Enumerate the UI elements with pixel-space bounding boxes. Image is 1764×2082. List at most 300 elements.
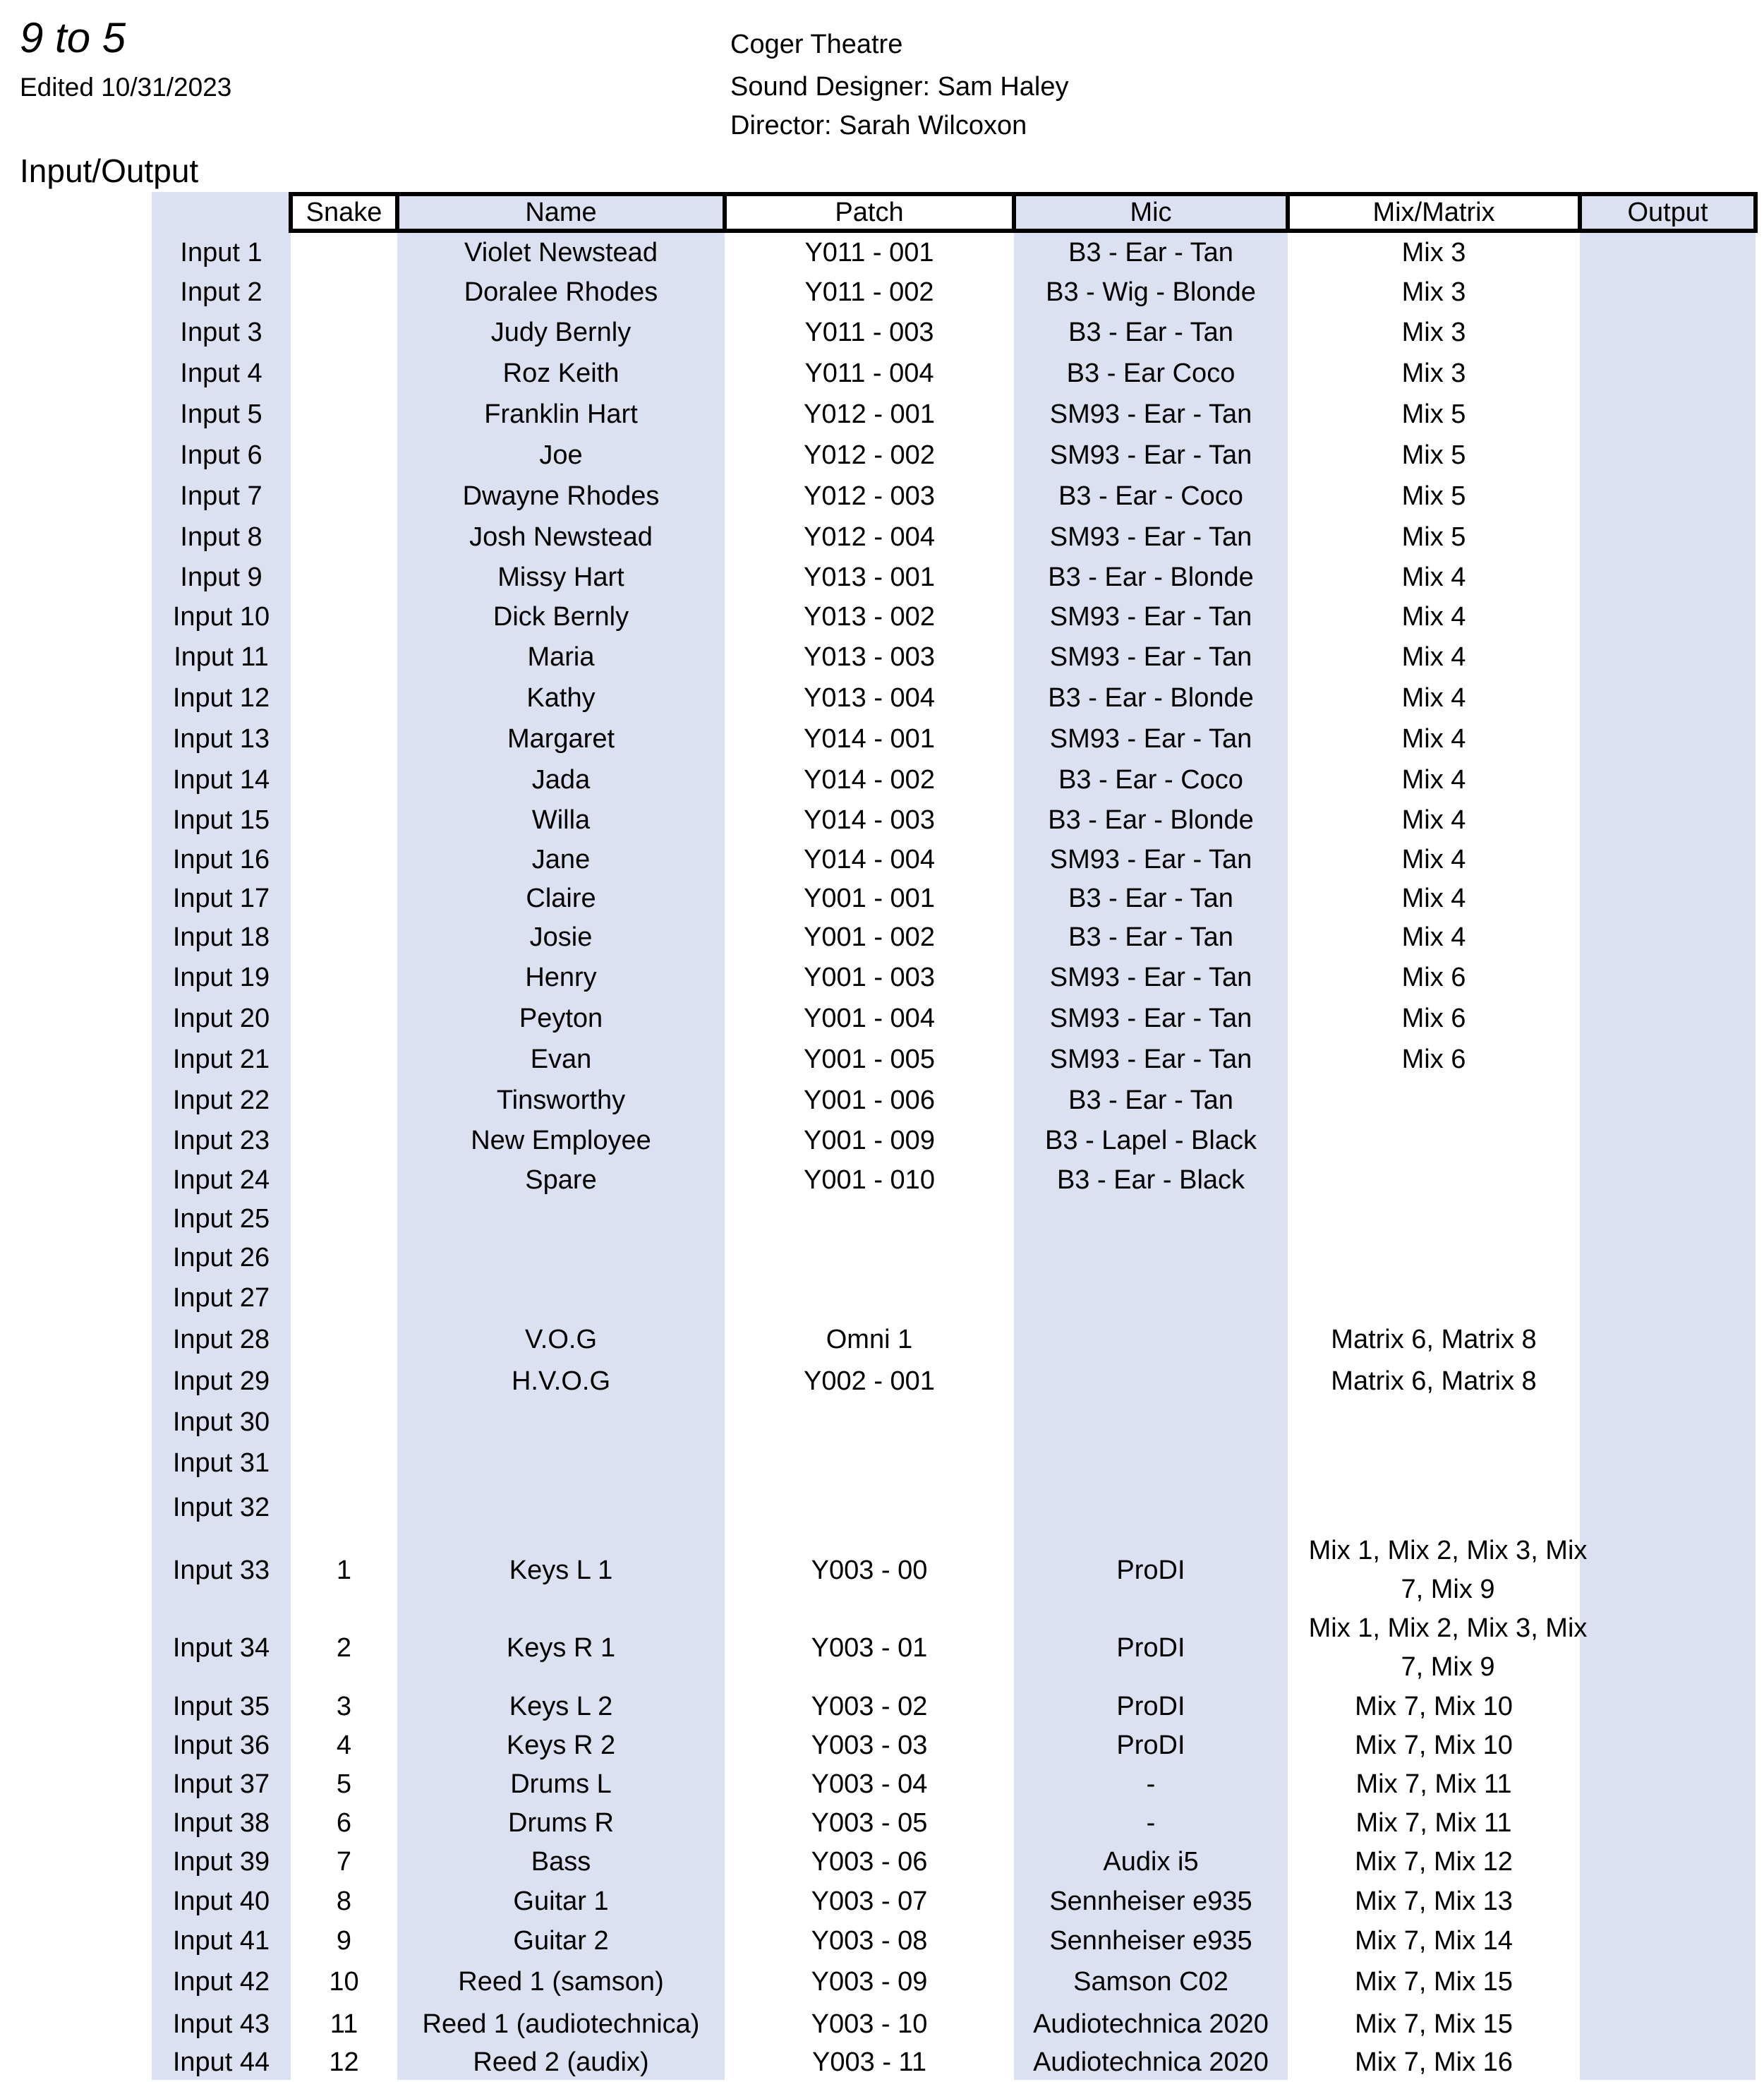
mix-matrix-cell: Mix 4 [1401, 883, 1466, 913]
output-cell [1580, 759, 1756, 800]
name-cell: Keys L 2 [509, 1691, 613, 1721]
input-label: Input 12 [172, 682, 270, 713]
table-row [0, 637, 1764, 678]
header-mic: Mic [1130, 197, 1172, 227]
mic-cell: B3 - Ear - Blonde [1048, 682, 1254, 713]
table-row [0, 435, 1764, 476]
name-cell: Kathy [526, 682, 596, 713]
input-label: Input 13 [172, 723, 270, 754]
snake-cell [291, 233, 397, 272]
mix-matrix-cell: Mix 1, Mix 2, Mix 3, Mix 7, Mix 9 [1308, 1613, 1588, 1682]
mic-cell: B3 - Ear - Tan [1068, 317, 1233, 347]
name-cell: Drums L [510, 1769, 612, 1799]
input-label: Input 2 [180, 277, 262, 307]
input-label: Input 24 [172, 1165, 270, 1195]
patch-cell [725, 1200, 1014, 1238]
snake-cell [291, 558, 397, 597]
output-cell [1580, 917, 1756, 957]
name-cell: Guitar 2 [513, 1925, 609, 1956]
patch-cell [725, 1484, 1014, 1532]
input-label: Input 15 [172, 805, 270, 835]
mix-matrix-cell [1288, 1402, 1580, 1443]
mix-matrix-cell: Mix 3 [1401, 237, 1466, 267]
table-row [0, 957, 1764, 998]
mix-matrix-cell: Mix 7, Mix 16 [1355, 2047, 1513, 2077]
snake-cell [291, 353, 397, 394]
name-cell [397, 1200, 725, 1238]
snake-cell [291, 476, 397, 517]
patch-cell: Y003 - 02 [811, 1691, 928, 1721]
show-title: 9 to 5 [20, 14, 126, 61]
input-label: Input 5 [180, 399, 262, 429]
output-cell [1580, 435, 1756, 476]
output-cell [1580, 637, 1756, 678]
patch-cell: Y001 - 009 [804, 1125, 935, 1155]
mic-cell [1014, 1318, 1288, 1361]
mix-matrix-cell: Mix 5 [1401, 399, 1466, 429]
snake-cell [291, 1080, 397, 1121]
mix-matrix-cell: Mix 6 [1401, 962, 1466, 992]
output-cell [1580, 1609, 1756, 1687]
snake-cell [291, 312, 397, 353]
output-cell [1580, 1532, 1756, 1609]
mic-cell [1014, 1484, 1288, 1532]
mix-matrix-cell: Mix 1, Mix 2, Mix 3, Mix 7, Mix 9 [1308, 1536, 1588, 1604]
patch-cell: Y001 - 003 [804, 962, 935, 992]
input-label: Input 1 [180, 237, 262, 267]
mic-cell: B3 - Ear - Tan [1068, 883, 1233, 913]
input-label: Input 20 [172, 1003, 270, 1033]
input-label: Input 8 [180, 522, 262, 552]
snake-cell [291, 1443, 397, 1484]
snake-cell [291, 1121, 397, 1160]
name-cell: Guitar 1 [513, 1886, 609, 1916]
input-label: Input 14 [172, 764, 270, 795]
input-label: Input 7 [180, 481, 262, 511]
input-label: Input 42 [172, 1966, 270, 1997]
mix-matrix-cell [1288, 1160, 1580, 1200]
header-patch: Patch [835, 197, 904, 227]
patch-cell: Y012 - 001 [804, 399, 935, 429]
table-row [0, 800, 1764, 840]
table-row [0, 476, 1764, 517]
name-cell: Claire [526, 883, 596, 913]
patch-cell [725, 1443, 1014, 1484]
mic-cell: ProDI [1116, 1691, 1185, 1721]
table-row [0, 597, 1764, 637]
name-cell: Jane [531, 844, 591, 874]
output-cell [1580, 718, 1756, 759]
snake-cell [291, 1402, 397, 1443]
mix-matrix-cell: Matrix 6, Matrix 8 [1331, 1366, 1537, 1396]
output-cell [1580, 1318, 1756, 1361]
table-row [0, 840, 1764, 879]
snake-cell: 9 [336, 1925, 352, 1956]
name-cell: Reed 1 (samson) [458, 1966, 664, 1997]
name-cell: Drums R [508, 1807, 614, 1838]
director: Director: Sarah Wilcoxon [730, 111, 1027, 140]
patch-cell: Y014 - 004 [804, 844, 935, 874]
mic-cell: Sennheiser e935 [1049, 1886, 1252, 1916]
mix-matrix-cell: Mix 4 [1401, 805, 1466, 835]
mic-cell: SM93 - Ear - Tan [1049, 522, 1252, 552]
mic-cell: B3 - Ear - Coco [1058, 481, 1243, 511]
output-cell [1580, 1402, 1756, 1443]
input-label: Input 19 [172, 962, 270, 992]
output-cell [1580, 1804, 1756, 1842]
mix-matrix-cell: Mix 4 [1401, 682, 1466, 713]
mic-cell [1014, 1238, 1288, 1277]
output-cell [1580, 1764, 1756, 1804]
output-cell [1580, 1726, 1756, 1764]
mic-cell: B3 - Wig - Blonde [1046, 277, 1256, 307]
output-cell [1580, 840, 1756, 879]
input-label: Input 17 [172, 883, 270, 913]
mic-cell: B3 - Ear - Black [1056, 1165, 1245, 1195]
snake-cell: 1 [336, 1555, 352, 1585]
patch-cell: Y013 - 001 [804, 562, 935, 592]
mic-cell: B3 - Ear - Tan [1068, 922, 1233, 952]
mic-cell: SM93 - Ear - Tan [1049, 399, 1252, 429]
output-cell [1580, 1039, 1756, 1080]
mic-cell: SM93 - Ear - Tan [1049, 440, 1252, 470]
input-label: Input 43 [172, 2009, 270, 2039]
name-cell: Spare [525, 1165, 597, 1195]
venue: Coger Theatre [730, 30, 903, 59]
mix-matrix-cell: Mix 4 [1401, 844, 1466, 874]
mix-matrix-cell: Mix 7, Mix 14 [1355, 1925, 1513, 1956]
table-row [0, 1961, 1764, 2003]
mix-matrix-cell: Mix 4 [1401, 642, 1466, 672]
snake-cell [291, 759, 397, 800]
name-cell: Bass [531, 1846, 591, 1877]
patch-cell: Y011 - 001 [804, 237, 934, 267]
patch-cell: Y003 - 00 [811, 1555, 928, 1585]
output-cell [1580, 879, 1756, 917]
input-label: Input 44 [172, 2047, 270, 2077]
patch-cell: Y002 - 001 [804, 1366, 935, 1396]
patch-cell: Y001 - 001 [804, 883, 935, 913]
table-row [0, 718, 1764, 759]
patch-cell: Y013 - 004 [804, 682, 935, 713]
output-cell [1580, 678, 1756, 718]
name-cell: Jada [531, 764, 591, 795]
patch-cell: Y012 - 004 [804, 522, 935, 552]
mic-cell: Audix i5 [1103, 1846, 1199, 1877]
table-row [0, 1277, 1764, 1318]
mic-cell: - [1146, 1769, 1156, 1799]
name-cell: Evan [530, 1044, 592, 1074]
mix-matrix-cell: Mix 7, Mix 15 [1355, 1966, 1513, 1997]
snake-cell: 2 [336, 1632, 352, 1663]
name-cell [397, 1277, 725, 1318]
output-cell [1580, 1484, 1756, 1532]
output-cell [1580, 1882, 1756, 1921]
table-row [0, 353, 1764, 394]
input-label: Input 33 [172, 1555, 270, 1585]
patch-cell: Y001 - 002 [804, 922, 935, 952]
mic-cell: SM93 - Ear - Tan [1049, 601, 1252, 632]
mix-matrix-cell: Mix 4 [1401, 764, 1466, 795]
name-cell [397, 1402, 725, 1443]
patch-cell: Y003 - 05 [811, 1807, 928, 1838]
mix-matrix-cell: Mix 5 [1401, 481, 1466, 511]
mix-matrix-cell: Mix 5 [1401, 440, 1466, 470]
mic-cell: Samson C02 [1073, 1966, 1228, 1997]
table-row [0, 1318, 1764, 1361]
table-row [0, 1443, 1764, 1484]
name-cell: Keys R 2 [506, 1730, 616, 1760]
patch-cell: Y013 - 003 [804, 642, 935, 672]
input-label: Input 3 [180, 317, 262, 347]
snake-cell [291, 1318, 397, 1361]
input-label: Input 10 [172, 601, 270, 632]
output-cell [1580, 476, 1756, 517]
header-name: Name [525, 197, 597, 227]
name-cell [397, 1238, 725, 1277]
name-cell: Judy Bernly [490, 317, 632, 347]
snake-cell: 7 [336, 1846, 352, 1877]
table-row [0, 1121, 1764, 1160]
input-label: Input 6 [180, 440, 262, 470]
table-row [0, 1921, 1764, 1961]
patch-cell: Y003 - 07 [811, 1886, 928, 1916]
table-row [0, 2045, 1764, 2080]
output-cell [1580, 1277, 1756, 1318]
input-label: Input 26 [172, 1242, 270, 1272]
mix-matrix-cell: Mix 3 [1401, 277, 1466, 307]
mix-matrix-cell [1288, 1121, 1580, 1160]
input-label: Input 21 [172, 1044, 270, 1074]
patch-cell: Y014 - 003 [804, 805, 935, 835]
mic-cell: B3 - Ear - Blonde [1048, 805, 1254, 835]
mic-cell: ProDI [1116, 1555, 1185, 1585]
snake-cell [291, 394, 397, 435]
table-row [0, 2003, 1764, 2045]
snake-cell: 3 [336, 1691, 352, 1721]
snake-cell [291, 637, 397, 678]
mic-cell: SM93 - Ear - Tan [1049, 1044, 1252, 1074]
input-label: Input 9 [180, 562, 262, 592]
patch-cell: Y001 - 006 [804, 1085, 935, 1115]
snake-cell [291, 1277, 397, 1318]
snake-cell [291, 1039, 397, 1080]
name-cell [397, 1484, 725, 1532]
edited-date: Edited 10/31/2023 [20, 73, 232, 102]
table-row [0, 1238, 1764, 1277]
mix-matrix-cell [1288, 1443, 1580, 1484]
output-cell [1580, 957, 1756, 998]
input-label: Input 4 [180, 358, 262, 388]
snake-cell [291, 597, 397, 637]
name-cell: New Employee [471, 1125, 651, 1155]
patch-cell: Y001 - 005 [804, 1044, 935, 1074]
snake-cell: 8 [336, 1886, 352, 1916]
name-cell: Missy Hart [497, 562, 624, 592]
snake-cell [291, 840, 397, 879]
table-row [0, 394, 1764, 435]
output-cell [1580, 1121, 1756, 1160]
snake-cell: 5 [336, 1769, 352, 1799]
patch-cell: Y003 - 01 [811, 1632, 928, 1663]
patch-cell: Y013 - 002 [804, 601, 935, 632]
mic-cell: ProDI [1116, 1730, 1185, 1760]
table-row [0, 558, 1764, 597]
input-label: Input 29 [172, 1366, 270, 1396]
table-row [0, 233, 1764, 272]
table-row [0, 1160, 1764, 1200]
header-output: Output [1627, 197, 1708, 227]
mic-cell: B3 - Ear - Tan [1068, 237, 1233, 267]
table-row [0, 1687, 1764, 1726]
name-cell: Josie [529, 922, 593, 952]
input-label: Input 38 [172, 1807, 270, 1838]
output-cell [1580, 517, 1756, 558]
snake-cell [291, 998, 397, 1039]
patch-cell: Y012 - 003 [804, 481, 935, 511]
mic-cell: - [1146, 1807, 1156, 1838]
mic-cell: Audiotechnica 2020 [1033, 2009, 1269, 2039]
name-cell: Reed 1 (audiotechnica) [422, 2009, 700, 2039]
snake-cell: 11 [330, 2009, 358, 2039]
output-cell [1580, 597, 1756, 637]
mic-cell [1014, 1361, 1288, 1402]
output-cell [1580, 312, 1756, 353]
patch-cell [725, 1402, 1014, 1443]
patch-cell: Y003 - 04 [811, 1769, 928, 1799]
name-cell: Maria [527, 642, 595, 672]
mic-cell: B3 - Ear Coco [1066, 358, 1236, 388]
name-cell: Willa [531, 805, 591, 835]
mic-cell: SM93 - Ear - Tan [1049, 723, 1252, 754]
mic-cell: B3 - Lapel - Black [1045, 1125, 1257, 1155]
output-cell [1580, 1238, 1756, 1277]
input-label: Input 39 [172, 1846, 270, 1877]
snake-cell [291, 917, 397, 957]
mix-matrix-cell: Mix 3 [1401, 358, 1466, 388]
mic-cell: SM93 - Ear - Tan [1049, 1003, 1252, 1033]
name-cell: Dwayne Rhodes [462, 481, 660, 511]
input-label: Input 32 [172, 1492, 270, 1522]
name-cell: Reed 2 (audix) [473, 2047, 649, 2077]
output-cell [1580, 233, 1756, 272]
snake-cell: 10 [329, 1966, 359, 1997]
output-cell [1580, 1921, 1756, 1961]
snake-cell: 6 [336, 1807, 352, 1838]
name-cell: Tinsworthy [496, 1085, 626, 1115]
patch-cell: Y014 - 002 [804, 764, 935, 795]
name-cell: V.O.G [524, 1324, 598, 1354]
mix-matrix-cell: Mix 4 [1401, 601, 1466, 632]
patch-cell: Y003 - 10 [811, 2009, 928, 2039]
table-row [0, 759, 1764, 800]
patch-cell: Y014 - 001 [804, 723, 935, 754]
snake-cell [291, 1484, 397, 1532]
patch-cell: Y003 - 03 [811, 1730, 928, 1760]
mix-matrix-cell: Mix 7, Mix 10 [1355, 1730, 1513, 1760]
patch-cell: Y001 - 004 [804, 1003, 935, 1033]
patch-cell: Y003 - 09 [811, 1966, 928, 1997]
mix-matrix-cell: Mix 6 [1401, 1003, 1466, 1033]
output-cell [1580, 1200, 1756, 1238]
mix-matrix-cell: Mix 5 [1401, 522, 1466, 552]
mix-matrix-cell: Mix 7, Mix 10 [1355, 1691, 1513, 1721]
output-cell [1580, 1160, 1756, 1200]
mix-matrix-cell: Mix 4 [1401, 562, 1466, 592]
input-label: Input 22 [172, 1085, 270, 1115]
mix-matrix-cell: Mix 7, Mix 11 [1355, 1807, 1512, 1838]
name-cell: Keys L 1 [509, 1555, 613, 1585]
mic-cell: B3 - Ear - Blonde [1048, 562, 1254, 592]
input-label: Input 18 [172, 922, 270, 952]
name-cell: Roz Keith [502, 358, 620, 388]
mix-matrix-cell: Mix 4 [1401, 922, 1466, 952]
table-row [0, 1764, 1764, 1804]
input-label: Input 27 [172, 1282, 270, 1313]
name-cell: Peyton [519, 1003, 603, 1033]
input-label: Input 41 [172, 1925, 270, 1956]
mic-cell [1014, 1443, 1288, 1484]
table-row [0, 1402, 1764, 1443]
header-snake: Snake [306, 197, 382, 227]
mic-cell: ProDI [1116, 1632, 1185, 1663]
name-cell: H.V.O.G [511, 1366, 611, 1396]
input-label: Input 25 [172, 1203, 270, 1234]
name-cell [397, 1443, 725, 1484]
input-label: Input 11 [174, 642, 269, 672]
mic-cell: SM93 - Ear - Tan [1049, 844, 1252, 874]
mix-matrix-cell [1288, 1238, 1580, 1277]
table-row [0, 1532, 1764, 1609]
output-cell [1580, 2003, 1756, 2045]
mic-cell: Sennheiser e935 [1049, 1925, 1252, 1956]
mic-cell [1014, 1402, 1288, 1443]
mix-matrix-cell: Mix 7, Mix 11 [1355, 1769, 1512, 1799]
mix-matrix-cell: Mix 7, Mix 12 [1355, 1846, 1513, 1877]
name-cell: Franklin Hart [484, 399, 638, 429]
patch-cell: Y011 - 004 [804, 358, 934, 388]
table-row [0, 1200, 1764, 1238]
output-cell [1580, 800, 1756, 840]
input-label: Input 30 [172, 1407, 270, 1437]
output-cell [1580, 1961, 1756, 2003]
snake-cell [291, 435, 397, 476]
patch-cell: Omni 1 [826, 1324, 913, 1354]
snake-cell [291, 1238, 397, 1277]
output-cell [1580, 1080, 1756, 1121]
table-row [0, 1039, 1764, 1080]
table-row [0, 998, 1764, 1039]
patch-cell: Y003 - 06 [811, 1846, 928, 1877]
mic-cell: Audiotechnica 2020 [1033, 2047, 1269, 2077]
snake-cell [291, 1200, 397, 1238]
output-cell [1580, 1443, 1756, 1484]
table-row [0, 1804, 1764, 1842]
snake-cell: 12 [329, 2047, 359, 2077]
patch-cell: Y003 - 08 [811, 1925, 928, 1956]
output-cell [1580, 1687, 1756, 1726]
table-row [0, 1361, 1764, 1402]
output-cell [1580, 1842, 1756, 1882]
mix-matrix-cell: Mix 3 [1401, 317, 1466, 347]
input-label: Input 36 [172, 1730, 270, 1760]
patch-cell [725, 1238, 1014, 1277]
output-cell [1580, 558, 1756, 597]
input-label: Input 34 [172, 1632, 270, 1663]
table-row [0, 1080, 1764, 1121]
output-cell [1580, 272, 1756, 312]
table-row [0, 517, 1764, 558]
